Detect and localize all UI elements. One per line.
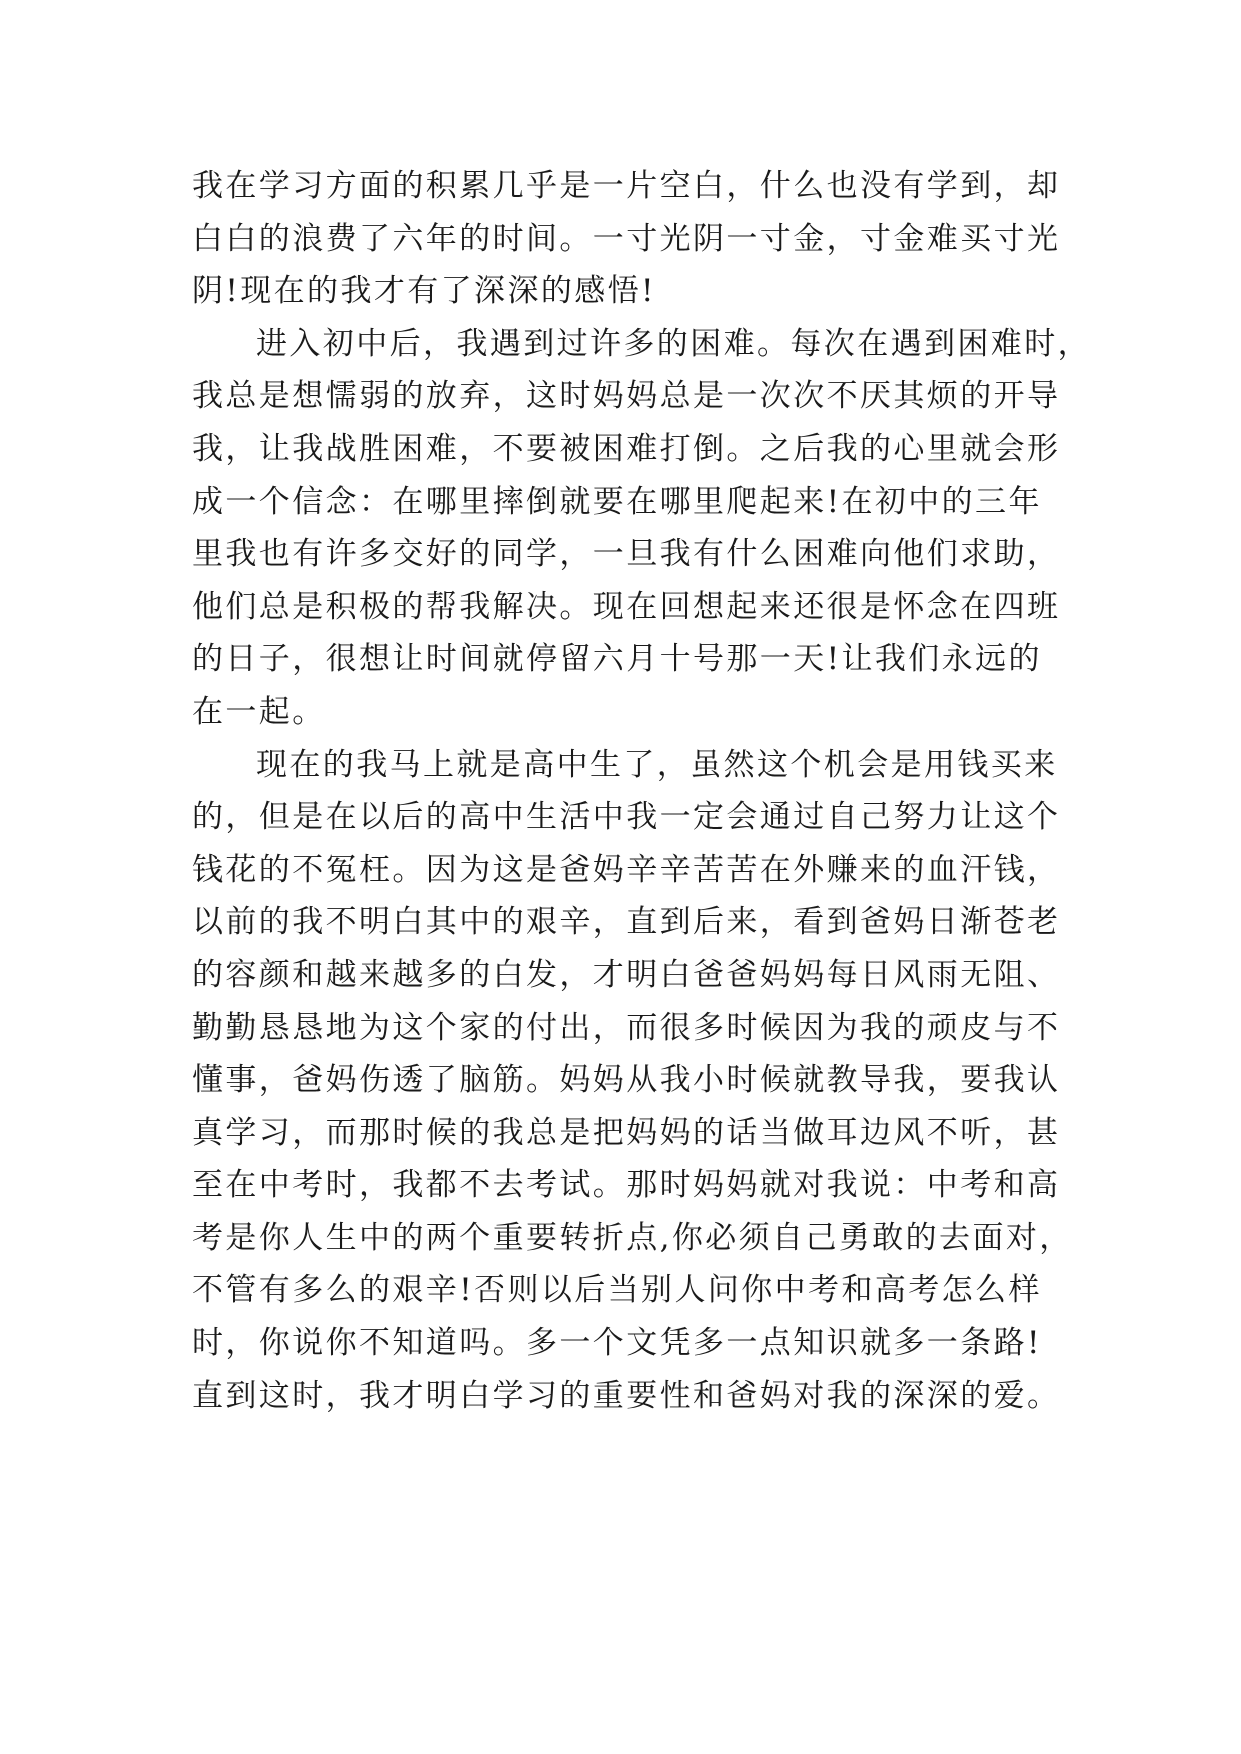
text-line: 考是你人生中的两个重要转折点,你必须自己勇敢的去面对， xyxy=(192,1219,1073,1256)
text-line: 他们总是积极的帮我解决。现在回想起来还很是怀念在四班 xyxy=(192,588,1061,625)
text-line: 真学习，而那时候的我总是把妈妈的话当做耳边风不听，甚 xyxy=(192,1114,1061,1151)
text-line: 至在中考时，我都不去考试。那时妈妈就对我说：中考和高 xyxy=(192,1167,1061,1204)
text-line: 懂事，爸妈伤透了脑筋。妈妈从我小时候就教导我，要我认 xyxy=(192,1062,1061,1099)
text-line: 直到这时，我才明白学习的重要性和爸妈对我的深深的爱。 xyxy=(192,1377,1061,1414)
text-line: 在一起。 xyxy=(192,693,326,730)
text-line: 的，但是在以后的高中生活中我一定会通过自己努力让这个 xyxy=(192,799,1061,836)
text-line: 勤勤恳恳地为这个家的付出，而很多时候因为我的顽皮与不 xyxy=(192,1009,1061,1046)
text-line: 现在的我马上就是高中生了，虽然这个机会是用钱买来 xyxy=(256,746,1058,783)
text-line: 白白的浪费了六年的时间。一寸光阴一寸金，寸金难买寸光 xyxy=(192,220,1061,257)
body-text xyxy=(192,160,1091,1422)
text-line: 不管有多么的艰辛!否则以后当别人问你中考和高考怎么样 xyxy=(192,1272,1042,1309)
text-line: 阴!现在的我才有了深深的感悟! xyxy=(192,273,656,310)
text-line: 的容颜和越来越多的白发，才明白爸爸妈妈每日风雨无阻、 xyxy=(192,956,1061,993)
text-line: 进入初中后，我遇到过许多的困难。每次在遇到困难时， xyxy=(256,325,1091,362)
text-line: 以前的我不明白其中的艰辛，直到后来，看到爸妈日渐苍老 xyxy=(192,904,1061,941)
text-line: 钱花的不冤枉。因为这是爸妈辛辛苦苦在外赚来的血汗钱， xyxy=(192,851,1061,888)
text-line: 我在学习方面的积累几乎是一片空白，什么也没有学到，却 xyxy=(192,168,1061,204)
text-line: 我总是想懦弱的放弃，这时妈妈总是一次次不厌其烦的开导 xyxy=(192,378,1061,415)
text-line: 时，你说你不知道吗。多一个文凭多一点知识就多一条路! xyxy=(192,1325,1042,1362)
text-line: 里我也有许多交好的同学，一旦我有什么困难向他们求助， xyxy=(192,536,1061,573)
text-line: 的日子，很想让时间就停留六月十号那一天!让我们永远的 xyxy=(192,641,1042,678)
text-line: 成一个信念：在哪里摔倒就要在哪里爬起来!在初中的三年 xyxy=(192,483,1042,520)
text-line: 我，让我战胜困难，不要被困难打倒。之后我的心里就会形 xyxy=(192,430,1061,467)
